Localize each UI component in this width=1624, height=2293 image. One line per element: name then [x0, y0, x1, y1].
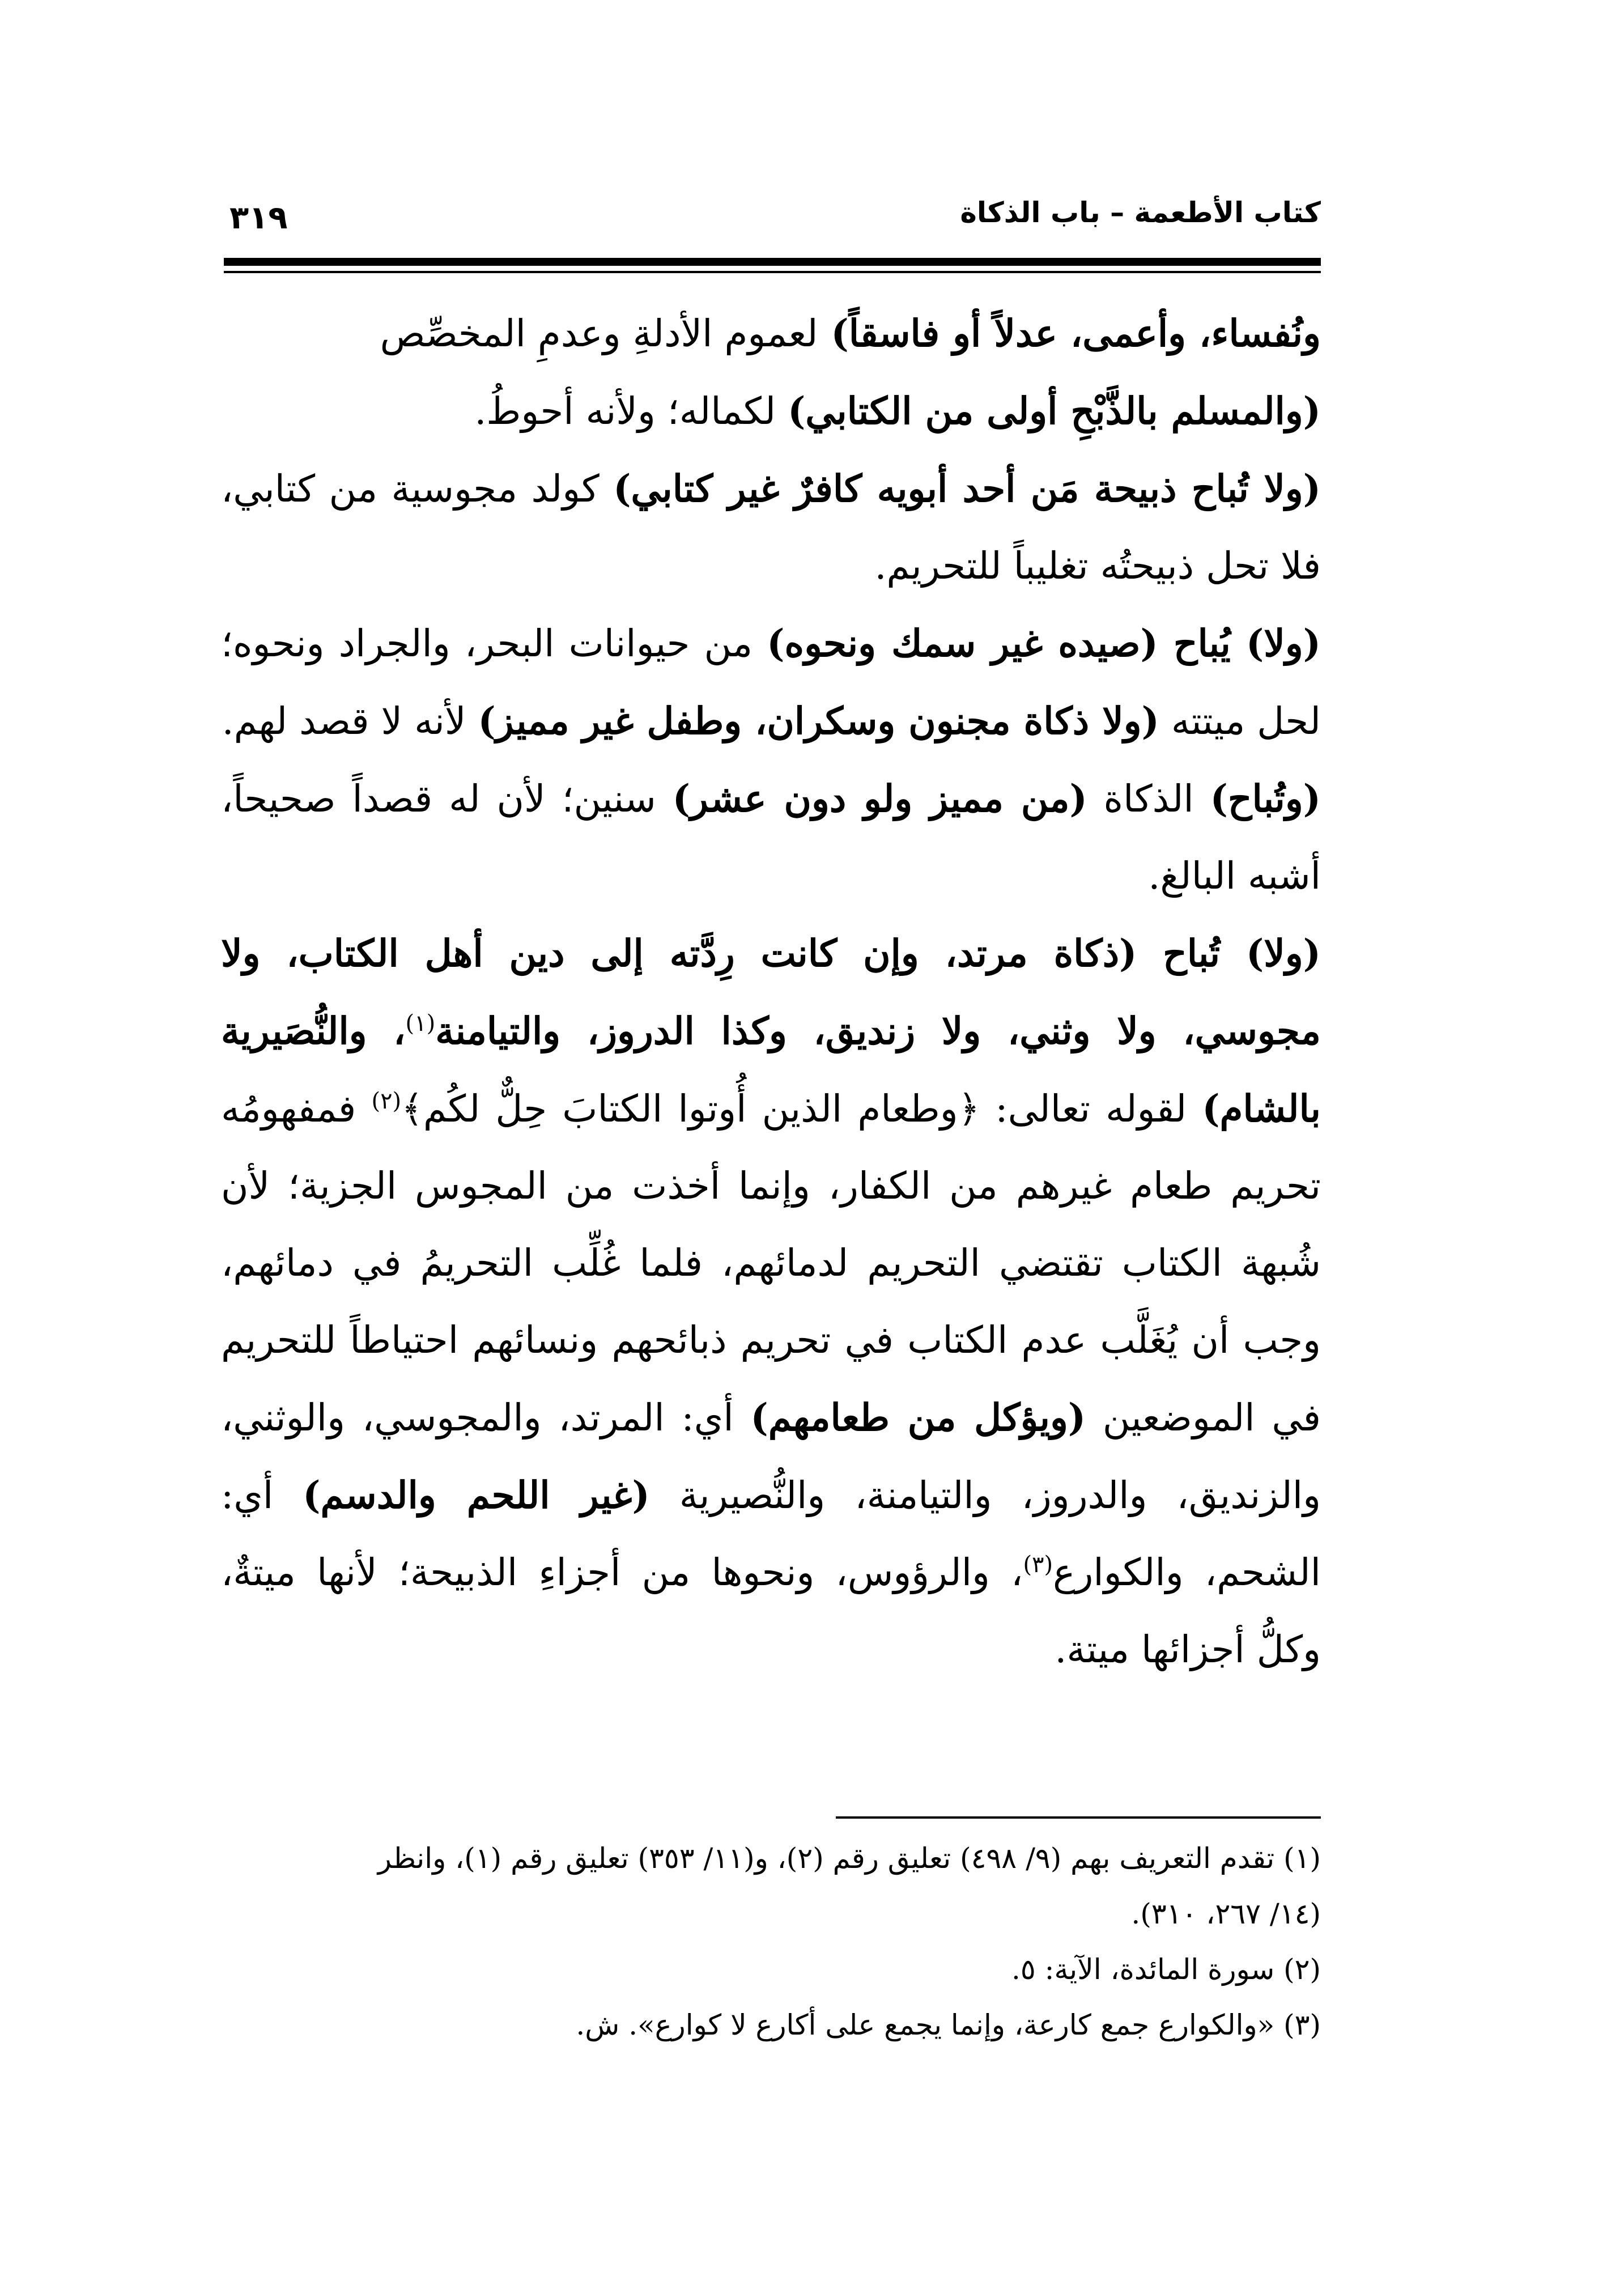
commentary-text: كولد مجوسية من كتابي، فلا تحل ذبيحتُه تغليباً للتحريم. [221, 467, 1321, 588]
commentary-text: الذكاة [1087, 777, 1210, 821]
paragraph-6 [221, 915, 1321, 1688]
header-rule-thick [224, 258, 1321, 266]
page-number: ٣١٩ [229, 199, 288, 236]
running-header [224, 187, 1321, 249]
matn-text: (ولا) يُباح (صيده غير سمك ونحوه) [767, 621, 1321, 665]
matn-text: (ولا تُباح ذبيحة مَن أحد أبويه كافرٌ غير كتابي) [613, 466, 1321, 511]
paragraph-4 [221, 605, 1321, 760]
commentary-text: لكماله؛ ولأنه أحوطُ. [474, 389, 788, 433]
matn-text: (والمسلم بالذَّبْحِ أولى من الكتابي) [788, 389, 1321, 433]
matn-text: (ولا) تُباح (ذكاة مرتد، وإن كانت رِدَّته إلى دين أهل الكتاب، ولا مجوسي، ولا وثني، ولا زنديق، وكذا الدروز، والتيامنة [221, 931, 1321, 1053]
footnote-3: (٣) «والكوارع جمع كارعة، وإنما يجمع على أكارع لا كوارع». ش. [576, 2009, 1321, 2041]
commentary-text: ، والرؤوس، ونحوها من أجزاءِ الذبيحة؛ لأنها ميتةٌ، وكلُّ أجزائها ميتة. [221, 1551, 1321, 1671]
footnote-ref[interactable]: (١) [405, 1010, 436, 1037]
matn-text: (غير اللحم والدسم) [303, 1473, 650, 1517]
footnote-ref[interactable]: (٣) [1023, 1552, 1053, 1578]
matn-text: (ولا ذكاة مجنون وسكران، وطفل غير مميز) [478, 699, 1159, 743]
commentary-text: من حيوانات البحر، والجراد ونحوه؛ لحل ميتته [221, 622, 1321, 743]
footnote-ref[interactable]: (٢) [371, 1088, 402, 1114]
footnote-2: (٢) سورة المائدة، الآية: ٥. [1011, 1953, 1321, 1986]
main-text [221, 295, 1321, 1688]
commentary-text: سنين؛ لأن له قصداً صحيحاً، أشبه البالغ. [221, 777, 1321, 898]
paragraph-3 [221, 450, 1321, 605]
commentary-text: لأنه لا قصد لهم. [222, 699, 478, 743]
footnotes [221, 1831, 1321, 2053]
matn-text: ونُفساء، وأعمى، عدلاً أو فاسقاً) [818, 311, 1321, 355]
matn-text: (ويؤكل من طعامهم) [750, 1395, 1086, 1440]
commentary-text: لعموم الأدلةِ وعدمِ المخصِّص [380, 312, 818, 355]
commentary-text: فمفهومُه تحريم طعام غيرهم من الكفار، وإنما أخذت من المجوس الجزية؛ لأن شُبهة الكتاب تقتضي التحريم لدمائهم، فلما غُلِّب التحريمُ في دمائهم، وجب أن يُغَلَّب عدم الكتاب في تحريم ذبائحهم ونسائهم احتياطاً للتحريم في الموضعين [221, 1087, 1321, 1440]
commentary-text: أي: المرتد، والمجوسي، والوثني، والزنديق، والدروز، والتيامنة، والنُّصيرية [221, 1396, 1321, 1517]
matn-text: ، والنُّصَيرية بالشام) [221, 1009, 1321, 1131]
matn-text: (وتُباح) [1210, 776, 1321, 821]
paragraph-1 [221, 295, 1321, 372]
commentary-text: أي: الشحم، والكوارع [221, 1474, 1321, 1594]
header-rule-thin [224, 271, 1321, 273]
running-title: كتاب الأطعمة – باب الذكاة [960, 196, 1321, 229]
matn-text: (من مميز ولو دون عشر) [672, 776, 1087, 821]
paragraph-5 [221, 760, 1321, 915]
paragraph-2 [221, 372, 1321, 450]
commentary-text: لقوله تعالى: ﴿وطعام الذين أُوتوا الكتابَ حِلٌّ لكُم﴾ [401, 1087, 1202, 1131]
footnote-1-continuation: (١٤/ ٢٦٧، ٣١٠). [1131, 1897, 1321, 1930]
footnote-separator [836, 1816, 1321, 1819]
footnote-1: (١) تقدم التعريف بهم (٩/ ٤٩٨) تعليق رقم (٢)، و(١١/ ٣٥٣) تعليق رقم (١)، وانظر [377, 1842, 1321, 1875]
